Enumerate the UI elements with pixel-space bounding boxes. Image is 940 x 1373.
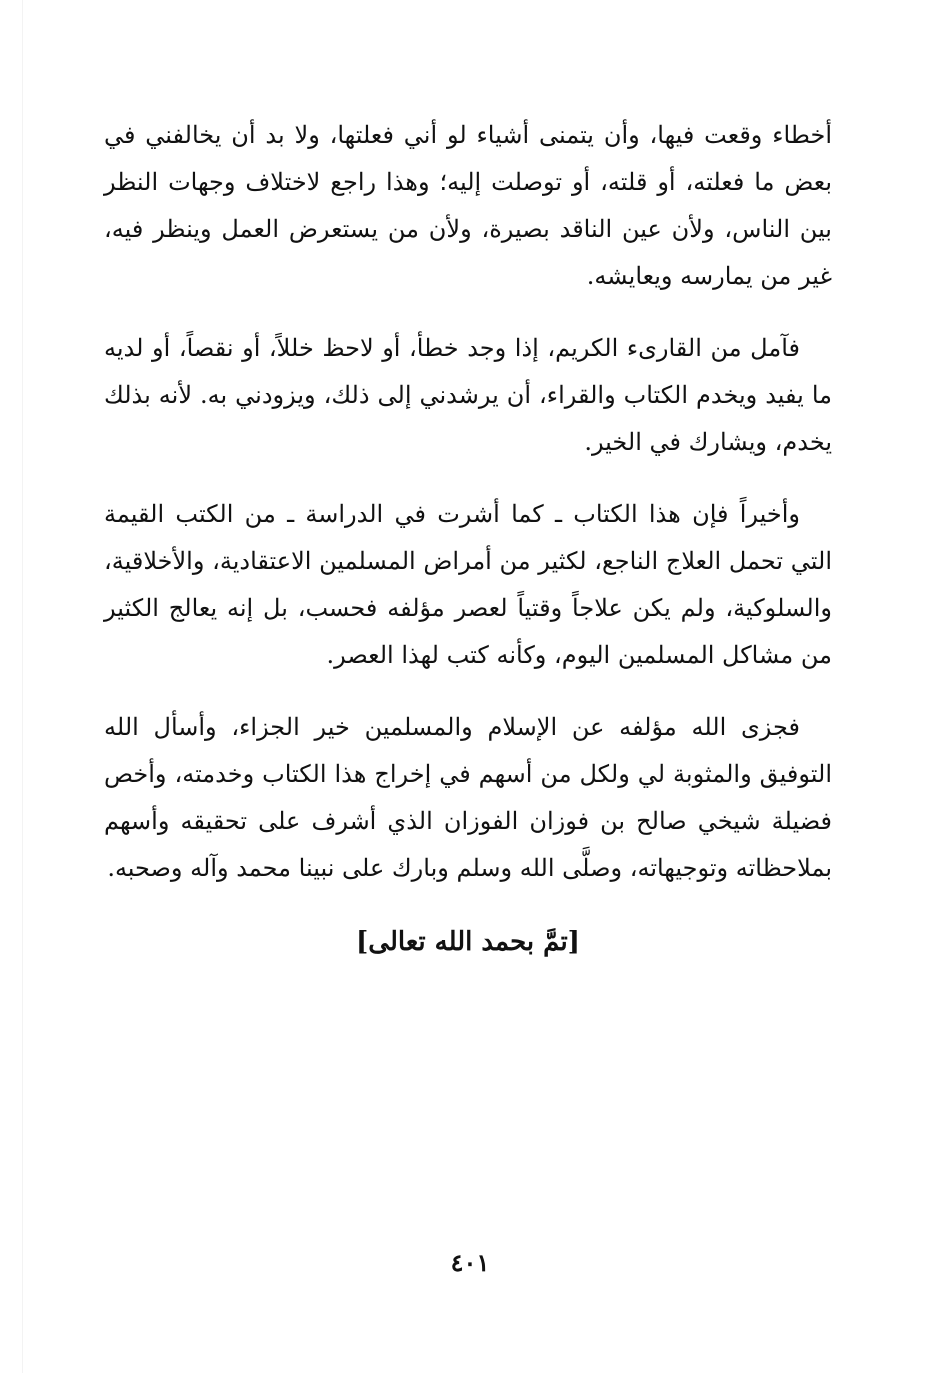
closing-phrase: [تمَّ بحمد الله تعالى] xyxy=(356,927,580,957)
paragraph-book-value: وأخيراً فإن هذا الكتاب ـ كما أشرت في الدراسة ـ من الكتب القيمة التي تحمل العلاج الناجع، لكثير من أمراض المسلمين الاعتقادية، والأخلاقية، والسلوكية، ولم يكن علاجاً وقتياً لعصر مؤلفه فحسب، بل إنه يعالج الكثير من مشاكل المسلمين اليوم، وكأنه كتب لهذا العصر. xyxy=(104,500,832,669)
paragraph-acknowledgement: فجزى الله مؤلفه عن الإسلام والمسلمين خير الجزاء، وأسأل الله التوفيق والمثوبة لي ولكل من أسهم في إخراج هذا الكتاب وخدمته، وأخص فضيلة شيخي صالح بن فوزان الفوزان الذي أشرف على تحقيقه وأسهم بملاحظاته وتوجيهاته، وصلَّى الله وسلم وبارك على نبينا محمد وآله وصحبه. xyxy=(104,713,832,882)
paragraph-continuation: أخطاء وقعت فيها، وأن يتمنى أشياء لو أني فعلتها، ولا بد أن يخالفني في بعض ما فعلته، أو قلته، أو توصلت إليه؛ وهذا راجع لاختلاف وجهات النظر بين الناس، ولأن عين الناقد بصيرة، ولأن من يستعرض العمل وينظر فيه، غير من يمارسه ويعايشه. xyxy=(104,121,832,290)
scan-margin-line xyxy=(22,0,23,1373)
page-number: ٤٠١ xyxy=(450,1248,490,1277)
page-body xyxy=(104,112,832,967)
paragraph-reader-request: فآمل من القارىء الكريم، إذا وجد خطأ، أو لاحظ خللاً، أو نقصاً، أو لديه ما يفيد ويخدم الكتاب والقراء، أن يرشدني إلى ذلك، ويزودني به. لأنه بذلك يخدم، ويشارك في الخير. xyxy=(104,334,832,456)
